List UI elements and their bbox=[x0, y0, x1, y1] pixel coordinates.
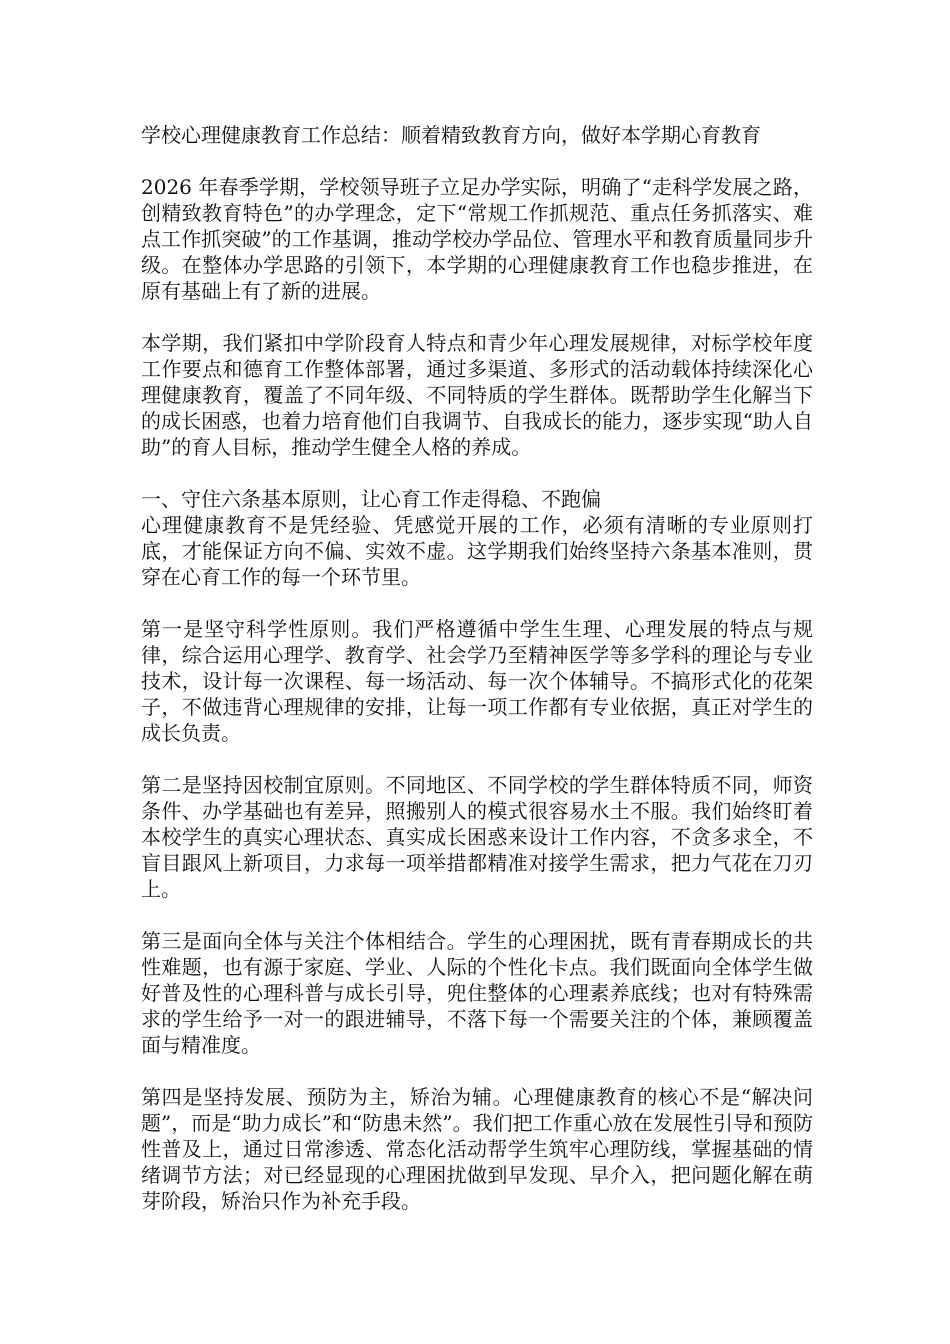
document-page bbox=[141, 122, 813, 1240]
principle-2-paragraph: 第二是坚持因校制宜原则。不同地区、不同学校的学生群体特质不同，师资条件、办学基础也有差异，照搬别人的模式很容易水土不服。我们始终盯着本校学生的真实心理状态、真实成长困惑来设计工作内容，不贪多求全，不盲目跟风上新项目，力求每一项举措都精准对接学生需求，把力气花在刀刃上。 bbox=[141, 773, 813, 901]
section-1-intro: 心理健康教育不是凭经验、凭感觉开展的工作，必须有清晰的专业原则打底，才能保证方向不偏、实效不虚。这学期我们始终坚持六条基本准则，贯穿在心育工作的每一个环节里。 bbox=[141, 513, 813, 589]
document-title: 学校心理健康教育工作总结：顺着精致教育方向，做好本学期心育教育 bbox=[141, 123, 761, 147]
principle-4-paragraph: 第四是坚持发展、预防为主，矫治为辅。心理健康教育的核心不是“解决问题”，而是“助力成长”和“防患未然”。我们把工作重心放在发展性引导和预防性普及上，通过日常渗透、常态化活动帮学生筑牢心理防线，掌握基础的情绪调节方法；对已经显现的心理困扰做到早发现、早介入，把问题化解在萌芽阶段，矫治只作为补充手段。 bbox=[141, 1085, 813, 1213]
principle-3-paragraph: 第三是面向全体与关注个体相结合。学生的心理困扰，既有青春期成长的共性难题，也有源于家庭、学业、人际的个性化卡点。我们既面向全体学生做好普及性的心理科普与成长引导，兜住整体的心理素养底线；也对有特殊需求的学生给予一对一的跟进辅导，不落下每一个需要关注的个体，兼顾覆盖面与精准度。 bbox=[141, 929, 813, 1057]
section-1-heading: 一、守住六条基本原则，让心育工作走得稳、不跑偏 bbox=[141, 487, 601, 511]
principle-1-paragraph: 第一是坚守科学性原则。我们严格遵循中学生生理、心理发展的特点与规律，综合运用心理学、教育学、社会学乃至精神医学等多学科的理论与专业技术，设计每一次课程、每一场活动、每一次个体辅导。不搞形式化的花架子，不做违背心理规律的安排，让每一项工作都有专业依据，真正对学生的成长负责。 bbox=[141, 617, 813, 745]
intro-paragraph-2: 本学期，我们紧扣中学阶段育人特点和青少年心理发展规律，对标学校年度工作要点和德育工作整体部署，通过多渠道、多形式的活动载体持续深化心理健康教育，覆盖了不同年级、不同特质的学生群体。既帮助学生化解当下的成长困惑，也着力培育他们自我调节、自我成长的能力，逐步实现“助人自助”的育人目标，推动学生健全人格的养成。 bbox=[141, 331, 813, 459]
intro-paragraph-1: 2026 年春季学期，学校领导班子立足办学实际，明确了“走科学发展之路，创精致教育特色”的办学理念，定下“常规工作抓规范、重点任务抓落实、难点工作抓突破”的工作基调，推动学校办学品位、管理水平和教育质量同步升级。在整体办学思路的引领下，本学期的心理健康教育工作也稳步推进，在原有基础上有了新的进展。 bbox=[141, 175, 813, 303]
